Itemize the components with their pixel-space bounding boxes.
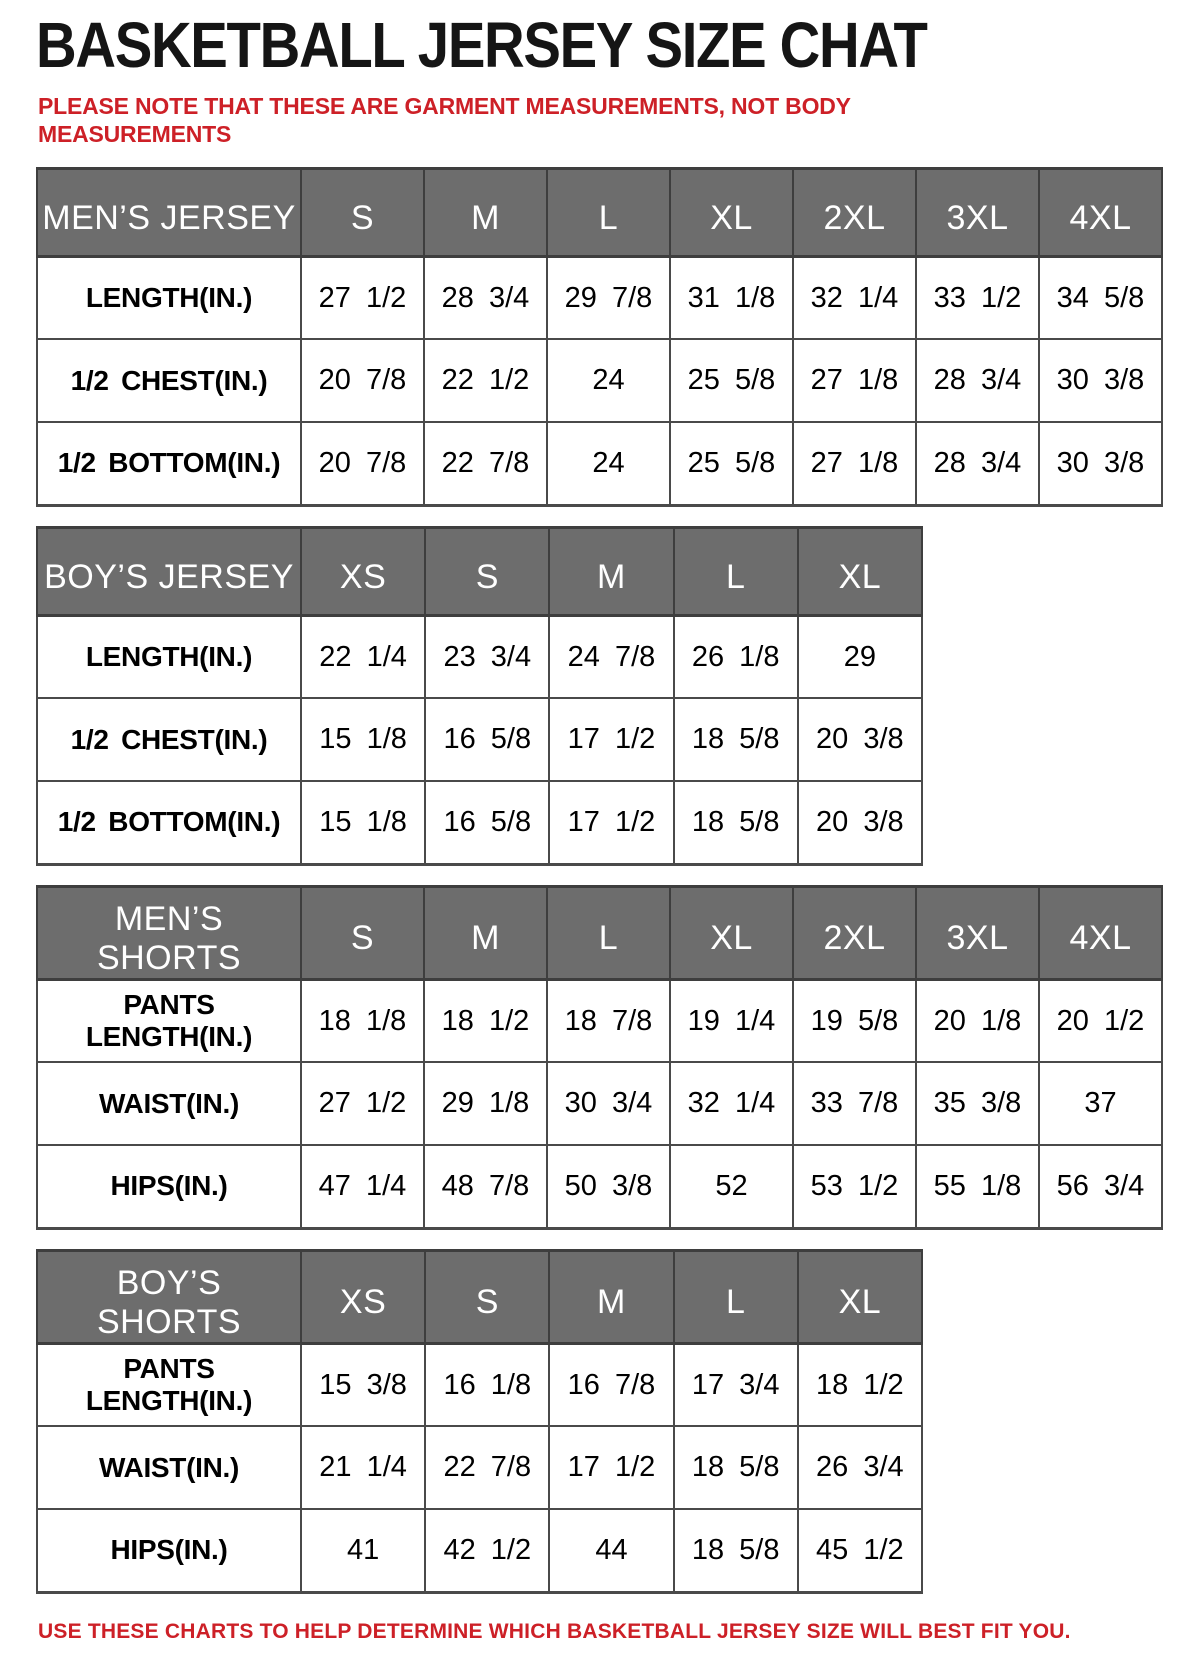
value-cell: 30 3/8 — [1039, 422, 1162, 505]
size-header-cell: M — [549, 527, 673, 615]
value-cell: 52 — [670, 1145, 793, 1228]
size-header-cell: 3XL — [916, 168, 1039, 256]
row-label-cell: WAIST(IN.) — [37, 1062, 301, 1145]
value-cell: 47 1/4 — [301, 1145, 424, 1228]
mens-shorts-table — [36, 885, 1163, 1230]
size-header-cell: M — [424, 886, 547, 979]
value-cell: 20 7/8 — [301, 339, 424, 422]
value-cell: 29 7/8 — [547, 256, 670, 339]
value-cell: 18 5/8 — [674, 698, 798, 781]
row-label-cell: HIPS(IN.) — [37, 1145, 301, 1228]
table-row — [37, 256, 1162, 339]
size-header-cell: 4XL — [1039, 168, 1162, 256]
value-cell: 18 5/8 — [674, 1509, 798, 1592]
value-cell: 20 7/8 — [301, 422, 424, 505]
value-cell: 26 1/8 — [674, 615, 798, 698]
row-label-cell: WAIST(IN.) — [37, 1426, 301, 1509]
size-header-cell: 4XL — [1039, 886, 1162, 979]
row-label-cell: LENGTH(IN.) — [37, 615, 301, 698]
value-cell: 16 5/8 — [425, 781, 549, 864]
size-header-cell: L — [547, 168, 670, 256]
value-cell: 32 1/4 — [793, 256, 916, 339]
value-cell: 18 1/8 — [301, 979, 424, 1062]
value-cell: 33 7/8 — [793, 1062, 916, 1145]
value-cell: 19 1/4 — [670, 979, 793, 1062]
value-cell: 24 — [547, 339, 670, 422]
value-cell: 31 1/8 — [670, 256, 793, 339]
row-label-cell: PANTS LENGTH(IN.) — [37, 979, 301, 1062]
table-row — [37, 781, 922, 864]
table-title-cell: BOY’S SHORTS — [37, 1250, 301, 1343]
value-cell: 23 3/4 — [425, 615, 549, 698]
table-title-cell: MEN’S SHORTS — [37, 886, 301, 979]
value-cell: 50 3/8 — [547, 1145, 670, 1228]
value-cell: 28 3/4 — [916, 422, 1039, 505]
fit-advice-footer: USE THESE CHARTS TO HELP DETERMINE WHICH BASKETBALL JERSEY SIZE WILL BEST FIT YOU. — [38, 1619, 1071, 1643]
table-row — [37, 1145, 1162, 1228]
table-title-cell: BOY’S JERSEY — [37, 527, 301, 615]
value-cell: 16 5/8 — [425, 698, 549, 781]
garment-measurements-note: PLEASE NOTE THAT THESE ARE GARMENT MEASUREMENTS, NOT BODY MEASUREMENTS — [38, 92, 851, 147]
value-cell: 20 3/8 — [798, 698, 922, 781]
boys-jersey-table — [36, 526, 923, 866]
table-title-cell: MEN’S JERSEY — [37, 168, 301, 256]
value-cell: 37 — [1039, 1062, 1162, 1145]
value-cell: 16 7/8 — [549, 1343, 673, 1426]
row-label-cell: 1/2 CHEST(IN.) — [37, 698, 301, 781]
value-cell: 25 5/8 — [670, 422, 793, 505]
value-cell: 33 1/2 — [916, 256, 1039, 339]
size-header-cell: S — [301, 168, 424, 256]
size-header-cell: L — [547, 886, 670, 979]
value-cell: 17 1/2 — [549, 781, 673, 864]
value-cell: 55 1/8 — [916, 1145, 1039, 1228]
page-title: BASKETBALL JERSEY SIZE CHAT — [36, 9, 927, 81]
value-cell: 56 3/4 — [1039, 1145, 1162, 1228]
value-cell: 35 3/8 — [916, 1062, 1039, 1145]
size-header-cell: 3XL — [916, 886, 1039, 979]
value-cell: 53 1/2 — [793, 1145, 916, 1228]
value-cell: 21 1/4 — [301, 1426, 425, 1509]
value-cell: 18 1/2 — [798, 1343, 922, 1426]
size-header-cell: 2XL — [793, 886, 916, 979]
value-cell: 20 3/8 — [798, 781, 922, 864]
size-header-cell: L — [674, 1250, 798, 1343]
table-row — [37, 615, 922, 698]
header-row — [37, 527, 922, 615]
mens-jersey-table — [36, 167, 1163, 507]
row-label-cell: LENGTH(IN.) — [37, 256, 301, 339]
value-cell: 30 3/8 — [1039, 339, 1162, 422]
size-header-cell: S — [425, 1250, 549, 1343]
value-cell: 41 — [301, 1509, 425, 1592]
value-cell: 15 3/8 — [301, 1343, 425, 1426]
table-row — [37, 979, 1162, 1062]
value-cell: 17 1/2 — [549, 698, 673, 781]
table-row — [37, 1062, 1162, 1145]
value-cell: 25 5/8 — [670, 339, 793, 422]
value-cell: 15 1/8 — [301, 698, 425, 781]
value-cell: 30 3/4 — [547, 1062, 670, 1145]
value-cell: 27 1/2 — [301, 1062, 424, 1145]
size-header-cell: XS — [301, 1250, 425, 1343]
value-cell: 29 — [798, 615, 922, 698]
value-cell: 22 7/8 — [424, 422, 547, 505]
value-cell: 34 5/8 — [1039, 256, 1162, 339]
value-cell: 17 1/2 — [549, 1426, 673, 1509]
value-cell: 42 1/2 — [425, 1509, 549, 1592]
table-row — [37, 1426, 922, 1509]
value-cell: 26 3/4 — [798, 1426, 922, 1509]
value-cell: 28 3/4 — [916, 339, 1039, 422]
header-row — [37, 168, 1162, 256]
table-row — [37, 1509, 922, 1592]
value-cell: 18 5/8 — [674, 1426, 798, 1509]
row-label-cell: 1/2 BOTTOM(IN.) — [37, 781, 301, 864]
size-header-cell: XL — [798, 1250, 922, 1343]
size-header-cell: XL — [670, 168, 793, 256]
value-cell: 28 3/4 — [424, 256, 547, 339]
value-cell: 29 1/8 — [424, 1062, 547, 1145]
value-cell: 19 5/8 — [793, 979, 916, 1062]
header-row — [37, 886, 1162, 979]
table-row — [37, 339, 1162, 422]
value-cell: 17 3/4 — [674, 1343, 798, 1426]
value-cell: 18 1/2 — [424, 979, 547, 1062]
size-header-cell: M — [424, 168, 547, 256]
value-cell: 24 — [547, 422, 670, 505]
size-header-cell: S — [425, 527, 549, 615]
size-header-cell: M — [549, 1250, 673, 1343]
value-cell: 18 7/8 — [547, 979, 670, 1062]
table-row — [37, 698, 922, 781]
value-cell: 44 — [549, 1509, 673, 1592]
row-label-cell: HIPS(IN.) — [37, 1509, 301, 1592]
value-cell: 27 1/8 — [793, 339, 916, 422]
value-cell: 22 1/2 — [424, 339, 547, 422]
value-cell: 27 1/2 — [301, 256, 424, 339]
size-header-cell: L — [674, 527, 798, 615]
value-cell: 32 1/4 — [670, 1062, 793, 1145]
row-label-cell: 1/2 CHEST(IN.) — [37, 339, 301, 422]
value-cell: 22 7/8 — [425, 1426, 549, 1509]
value-cell: 45 1/2 — [798, 1509, 922, 1592]
value-cell: 22 1/4 — [301, 615, 425, 698]
value-cell: 16 1/8 — [425, 1343, 549, 1426]
header-row — [37, 1250, 922, 1343]
value-cell: 20 1/8 — [916, 979, 1039, 1062]
size-header-cell: XL — [798, 527, 922, 615]
table-row — [37, 1343, 922, 1426]
table-row — [37, 422, 1162, 505]
size-header-cell: XL — [670, 886, 793, 979]
value-cell: 20 1/2 — [1039, 979, 1162, 1062]
boys-shorts-table — [36, 1249, 923, 1594]
row-label-cell: PANTS LENGTH(IN.) — [37, 1343, 301, 1426]
value-cell: 18 5/8 — [674, 781, 798, 864]
value-cell: 48 7/8 — [424, 1145, 547, 1228]
value-cell: 27 1/8 — [793, 422, 916, 505]
size-header-cell: S — [301, 886, 424, 979]
value-cell: 24 7/8 — [549, 615, 673, 698]
size-header-cell: 2XL — [793, 168, 916, 256]
value-cell: 15 1/8 — [301, 781, 425, 864]
row-label-cell: 1/2 BOTTOM(IN.) — [37, 422, 301, 505]
size-header-cell: XS — [301, 527, 425, 615]
